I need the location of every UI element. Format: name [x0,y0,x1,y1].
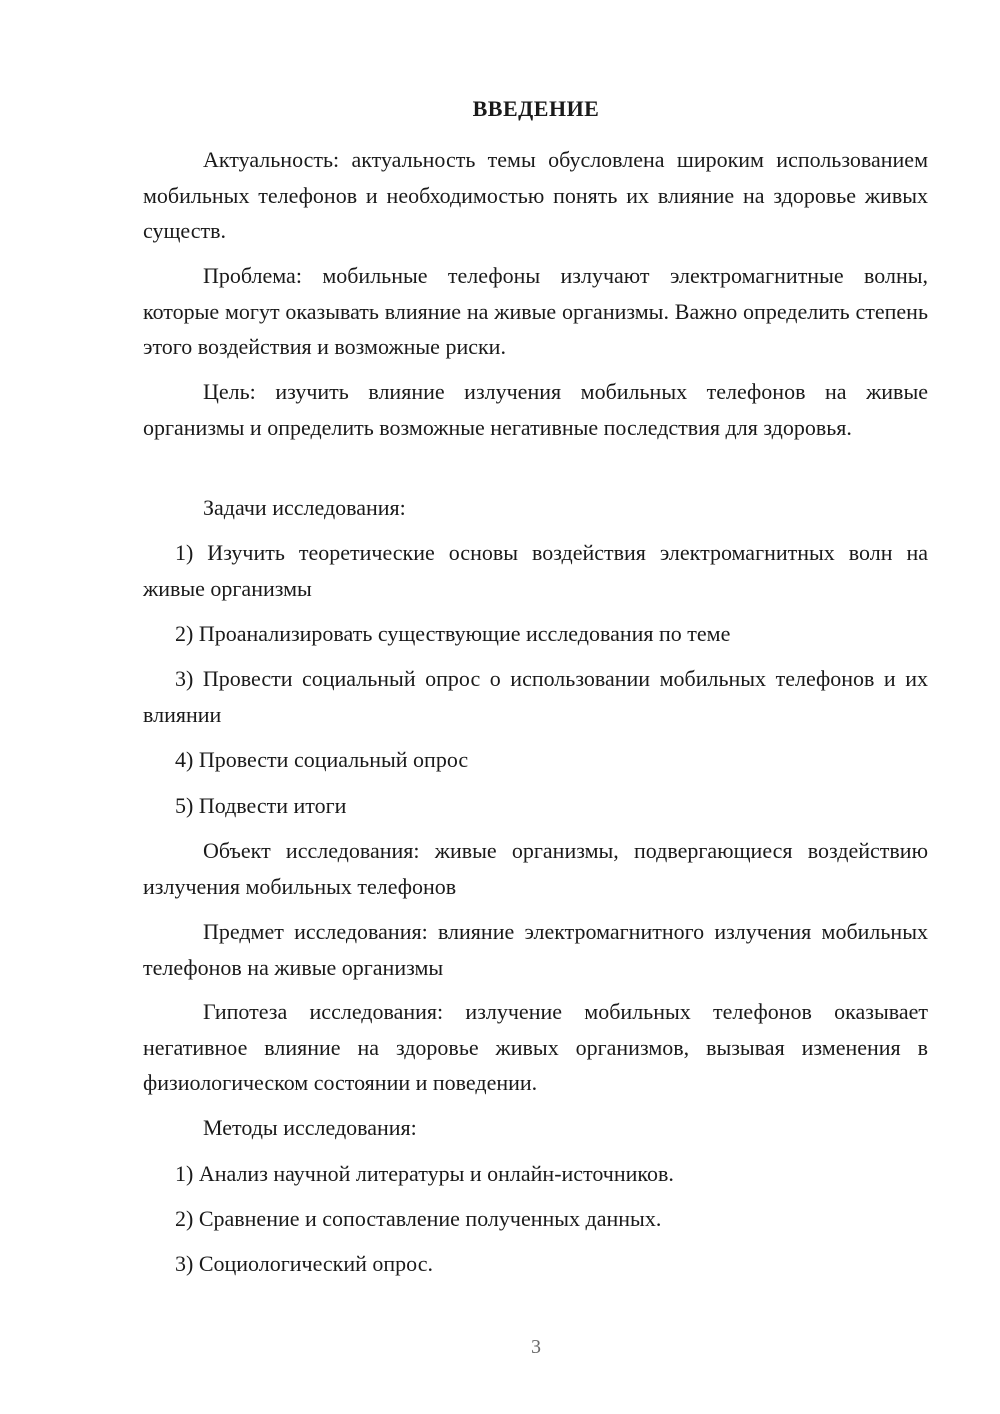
goal-paragraph: Цель: изучить влияние излучения мобильных телефонов на живые организмы и определить возможные негативные последствия для здоровья. [143,379,928,440]
method-item: 2) Сравнение и сопоставление полученных данных. [175,1206,662,1231]
problem-paragraph: Проблема: мобильные телефоны излучают электромагнитные волны, которые могут оказывать влияние на живые организмы. Важно определить степень этого воздействия и возможные риски. [143,263,928,359]
task-item: 1) Изучить теоретические основы воздействия электромагнитных волн на живые организмы [143,540,928,601]
task-item: 2) Проанализировать существующие исследования по теме [175,621,731,646]
object-paragraph: Объект исследования: живые организмы, подвергающиеся воздействию излучения мобильных телефонов [143,838,928,899]
task-item: 3) Провести социальный опрос о использовании мобильных телефонов и их влиянии [143,666,928,727]
hypothesis-paragraph: Гипотеза исследования: излучение мобильных телефонов оказывает негативное влияние на здоровье живых организмов, вызывая изменения в физиологическом состоянии и поведении. [143,999,928,1095]
methods-heading: Методы исследования: [203,1115,417,1140]
tasks-heading: Задачи исследования: [203,495,406,520]
method-item: 1) Анализ научной литературы и онлайн-источников. [175,1161,674,1186]
method-item: 3) Социологический опрос. [175,1251,433,1276]
subject-paragraph: Предмет исследования: влияние электромагнитного излучения мобильных телефонов на живые организмы [143,919,928,980]
task-item: 4) Провести социальный опрос [175,747,469,772]
relevance-paragraph: Актуальность: актуальность темы обусловлена широким использованием мобильных телефонов и необходимостью понять их влияние на здоровье живых существ. [143,147,928,243]
page-number: 3 [531,1336,541,1358]
page-title: ВВЕДЕНИЕ [472,96,600,121]
task-item: 5) Подвести итоги [175,793,347,818]
